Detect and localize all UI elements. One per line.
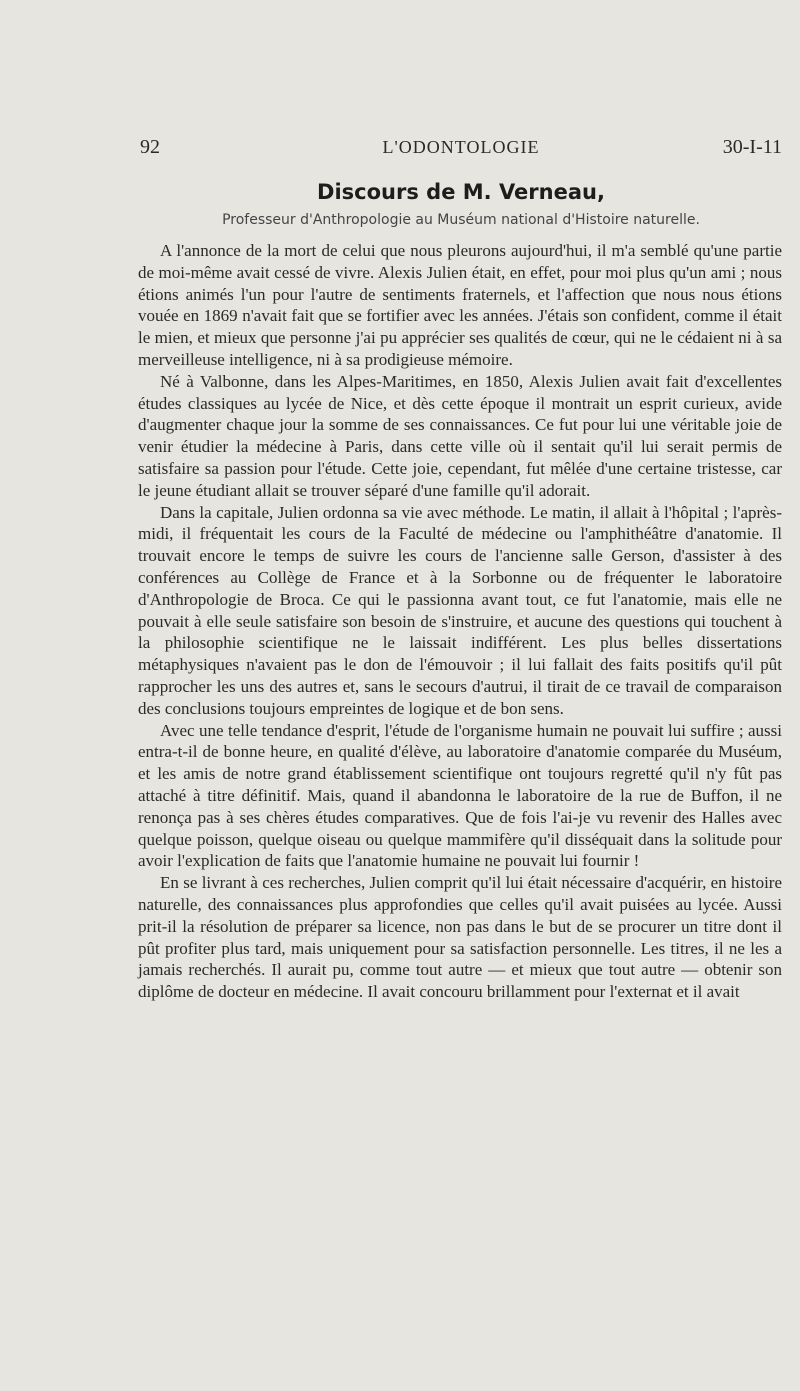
paragraph: Dans la capitale, Julien ordonna sa vie avec méthode. Le matin, il allait à l'hôpital ; l'après-midi, il fréquentait les cours de la Faculté de médecine ou l'amphithéâtre d'anatomie. Il trouvait encore le temps de suivre les cours de l'ancienne salle Gerson, d'assister à des conférences au Collège de France et à la Sorbonne ou de fréquenter le laboratoire d'Anthropologie de Broca. Ce qui le passionna avant tout, ce fut l'anatomie, mais elle ne pouvait à elle seule satisfaire son besoin de s'instruire, et aucune des questions qui touchent à la philosophie scientifique ne le laissait indifférent. Les plus belles dissertations métaphysiques n'avaient pas le don de l'émouvoir ; il lui fallait des faits positifs qu'il pût rapprocher les uns des autres et, sans le secours d'autrui, il tirait de ce travail de comparaison des conclusions toujours empreintes de logique et de bon sens. bbox=[138, 502, 782, 718]
journal-title: L'ODONTOLOGIE bbox=[382, 137, 540, 157]
paragraph: A l'annonce de la mort de celui que nous pleurons aujourd'hui, il m'a semblé qu'une partie de moi-même avait cessé de vivre. Alexis Julien était, en effet, pour moi plus qu'un ami ; nous étions animés l'un pour l'autre de sentiments fraternels, et l'affection que nous nous étions vouée en 1869 n'avait fait que se fortifier avec les années. J'étais son confident, comme il était le mien, et mieux que personne j'ai pu apprécier ses qualités de cœur, qui ne le cédaient ni à sa merveilleuse intelligence, ni à sa prodigieuse mémoire. bbox=[138, 241, 782, 369]
issue-date: 30-I-11 bbox=[722, 136, 782, 158]
running-head bbox=[140, 136, 782, 164]
article-title: Discours de M. Verneau, bbox=[317, 180, 605, 204]
paragraph: Né à Valbonne, dans les Alpes-Maritimes, en 1850, Alexis Julien avait fait d'excellentes études classiques au lycée de Nice, et dès cette époque il montrait un esprit curieux, avide d'augmenter chaque jour la somme de ses connaissances. Ce fut pour lui une véritable joie de venir étudier la médecine à Paris, dans cette ville où il sentait qu'il lui serait permis de satisfaire sa passion pour l'étude. Cette joie, cependant, fut mêlée d'une certaine tristesse, car le jeune étudiant allait se trouver séparé d'une famille qu'il adorait. bbox=[138, 371, 782, 500]
paragraph: En se livrant à ces recherches, Julien comprit qu'il lui était nécessaire d'acquérir, en histoire naturelle, des connaissances plus approfondies que celles qu'il avait puisées au lycée. Aussi prit-il la résolution de préparer sa licence, non pas dans le but de se procurer un titre dont il pût profiter plus tard, mais uniquement pour sa satisfaction personnelle. Les titres, il ne les a jamais recherchés. Il aurait pu, comme tout autre — et mieux que tout autre — obtenir son diplôme de docteur en médecine. Il avait concouru brillamment pour l'externat et il avait bbox=[138, 873, 782, 1002]
article-subtitle: Professeur d'Anthropologie au Muséum national d'Histoire naturelle. bbox=[222, 212, 700, 228]
article-body bbox=[138, 240, 782, 1003]
paragraph: Avec une telle tendance d'esprit, l'étude de l'organisme humain ne pouvait lui suffire ; aussi entra-t-il de bonne heure, en qualité d'élève, au laboratoire d'anatomie comparée du Muséum, et les amis de notre grand établissement scientifique ont toujours regretté qu'il n'y fût pas attaché à titre définitif. Mais, quand il abandonna le laboratoire de la rue de Buffon, il ne renonça pas à ses chères études comparatives. Que de fois l'ai-je vu revenir des Halles avec quelque poisson, quelque oiseau ou quelque mammifère qu'il disséquait dans la solitude pour avoir l'explication de faits que l'anatomie humaine ne pouvait lui fournir ! bbox=[138, 720, 782, 871]
page-number: 92 bbox=[140, 136, 160, 158]
